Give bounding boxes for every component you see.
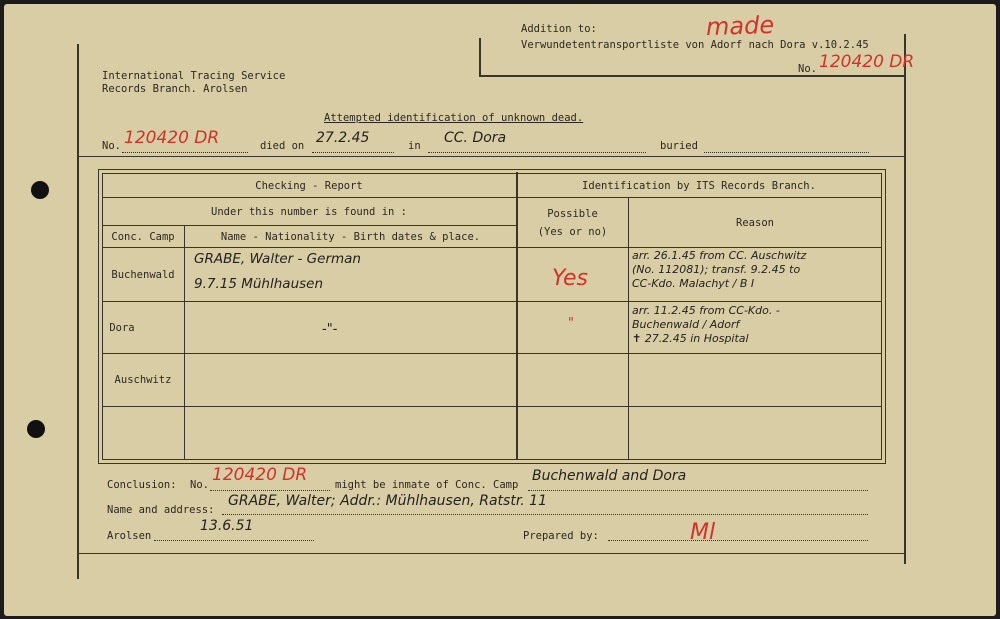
prepared-by-initials: Ml bbox=[690, 520, 716, 545]
table-hline-6 bbox=[102, 406, 881, 407]
header-no-label: No. bbox=[798, 63, 817, 75]
in-label: in bbox=[408, 140, 421, 152]
table-divider-name bbox=[184, 226, 185, 460]
conclusion-label: Conclusion: bbox=[107, 479, 177, 491]
footer-date: 13.6.51 bbox=[200, 518, 254, 534]
place-value: CC. Dora bbox=[444, 130, 507, 146]
row3-camp: Auschwitz bbox=[114, 374, 172, 386]
row1-camp: Buchenwald bbox=[111, 268, 175, 281]
place-dots bbox=[428, 152, 646, 153]
row1-reason-line3: CC-Kdo. Malachyt / B I bbox=[632, 277, 755, 290]
left-margin-line bbox=[77, 44, 79, 579]
name-address-label: Name and address: bbox=[107, 504, 215, 516]
row2-camp: Dora bbox=[109, 321, 135, 334]
conclusion-no-value: 120420 DR bbox=[212, 465, 308, 485]
died-on-dots bbox=[312, 152, 394, 153]
record-card bbox=[4, 4, 996, 616]
footer-date-dots bbox=[154, 540, 314, 541]
record-no-value: 120420 DR bbox=[124, 128, 220, 148]
list-title: Verwundetentransportliste von Adorf nach Dora v.10.2.45 bbox=[521, 39, 869, 51]
conclusion-camp-value: Buchenwald and Dora bbox=[532, 468, 687, 484]
form-title: Attempted identification of unknown dead. bbox=[324, 112, 584, 124]
conclusion-no-dots bbox=[210, 490, 330, 491]
record-no-label: No. bbox=[102, 140, 121, 152]
org-line2: Records Branch. Arolsen bbox=[102, 83, 248, 95]
conclusion-no-label: No. bbox=[190, 479, 209, 491]
row1-possible: Yes bbox=[552, 266, 589, 291]
row2-possible-ditto: " bbox=[568, 316, 574, 331]
buried-label: buried bbox=[660, 140, 698, 152]
left-header: Checking - Report bbox=[255, 179, 363, 192]
table-hline-4 bbox=[102, 301, 881, 302]
row1-reason-line1: arr. 26.1.45 from CC. Auschwitz bbox=[632, 249, 807, 262]
col-camp-header: Conc. Camp bbox=[111, 230, 175, 243]
col-possible-header: Possible (Yes or no) bbox=[537, 207, 608, 238]
header-box-bottom bbox=[479, 75, 905, 77]
row2-reason-line2: Buchenwald / Adorf bbox=[632, 318, 740, 331]
header-no-value: 120420 DR bbox=[819, 52, 915, 72]
row1-name-line2: 9.7.15 Mühlhausen bbox=[194, 276, 324, 292]
row2-reason-line1: arr. 11.2.45 from CC-Kdo. - bbox=[632, 304, 780, 317]
name-address-dots bbox=[222, 514, 868, 515]
row1-name-line1: GRABE, Walter - German bbox=[194, 251, 361, 267]
header-box-left bbox=[479, 38, 481, 76]
col-name-header: Name - Nationality - Birth dates & place. bbox=[220, 230, 481, 243]
punch-hole-bottom bbox=[27, 420, 45, 438]
name-address-value: GRABE, Walter; Addr.: Mühlhausen, Ratstr. 11 bbox=[228, 493, 547, 509]
row2-reason-line3: ✝ 27.2.45 in Hospital bbox=[632, 332, 749, 345]
footer-place: Arolsen bbox=[107, 530, 152, 542]
found-in-header: Under this number is found in : bbox=[211, 205, 407, 218]
buried-dots bbox=[704, 152, 869, 153]
row1-reason-line2: (No. 112081); transf. 9.2.45 to bbox=[632, 263, 801, 276]
right-margin-line bbox=[904, 34, 906, 564]
record-no-dots bbox=[122, 152, 248, 153]
row2-name-ditto: -"- bbox=[322, 322, 338, 337]
record-underline bbox=[78, 156, 904, 157]
punch-hole-top bbox=[31, 181, 49, 199]
addition-label: Addition to: bbox=[521, 23, 597, 35]
conclusion-mid-text: might be inmate of Conc. Camp bbox=[335, 479, 519, 491]
table-hline-5 bbox=[102, 353, 881, 354]
footer-underline bbox=[78, 553, 904, 554]
right-header: Identification by ITS Records Branch. bbox=[582, 179, 816, 192]
died-on-value: 27.2.45 bbox=[316, 130, 370, 146]
org-line1: International Tracing Service bbox=[102, 70, 286, 82]
col-reason-header: Reason bbox=[736, 216, 774, 229]
table-hline-3 bbox=[102, 247, 881, 248]
prepared-by-label: Prepared by: bbox=[523, 530, 599, 542]
made-stamp: made bbox=[705, 10, 775, 42]
prepared-by-dots bbox=[608, 540, 868, 541]
conclusion-camp-dots bbox=[528, 490, 868, 491]
died-on-label: died on bbox=[260, 140, 305, 152]
